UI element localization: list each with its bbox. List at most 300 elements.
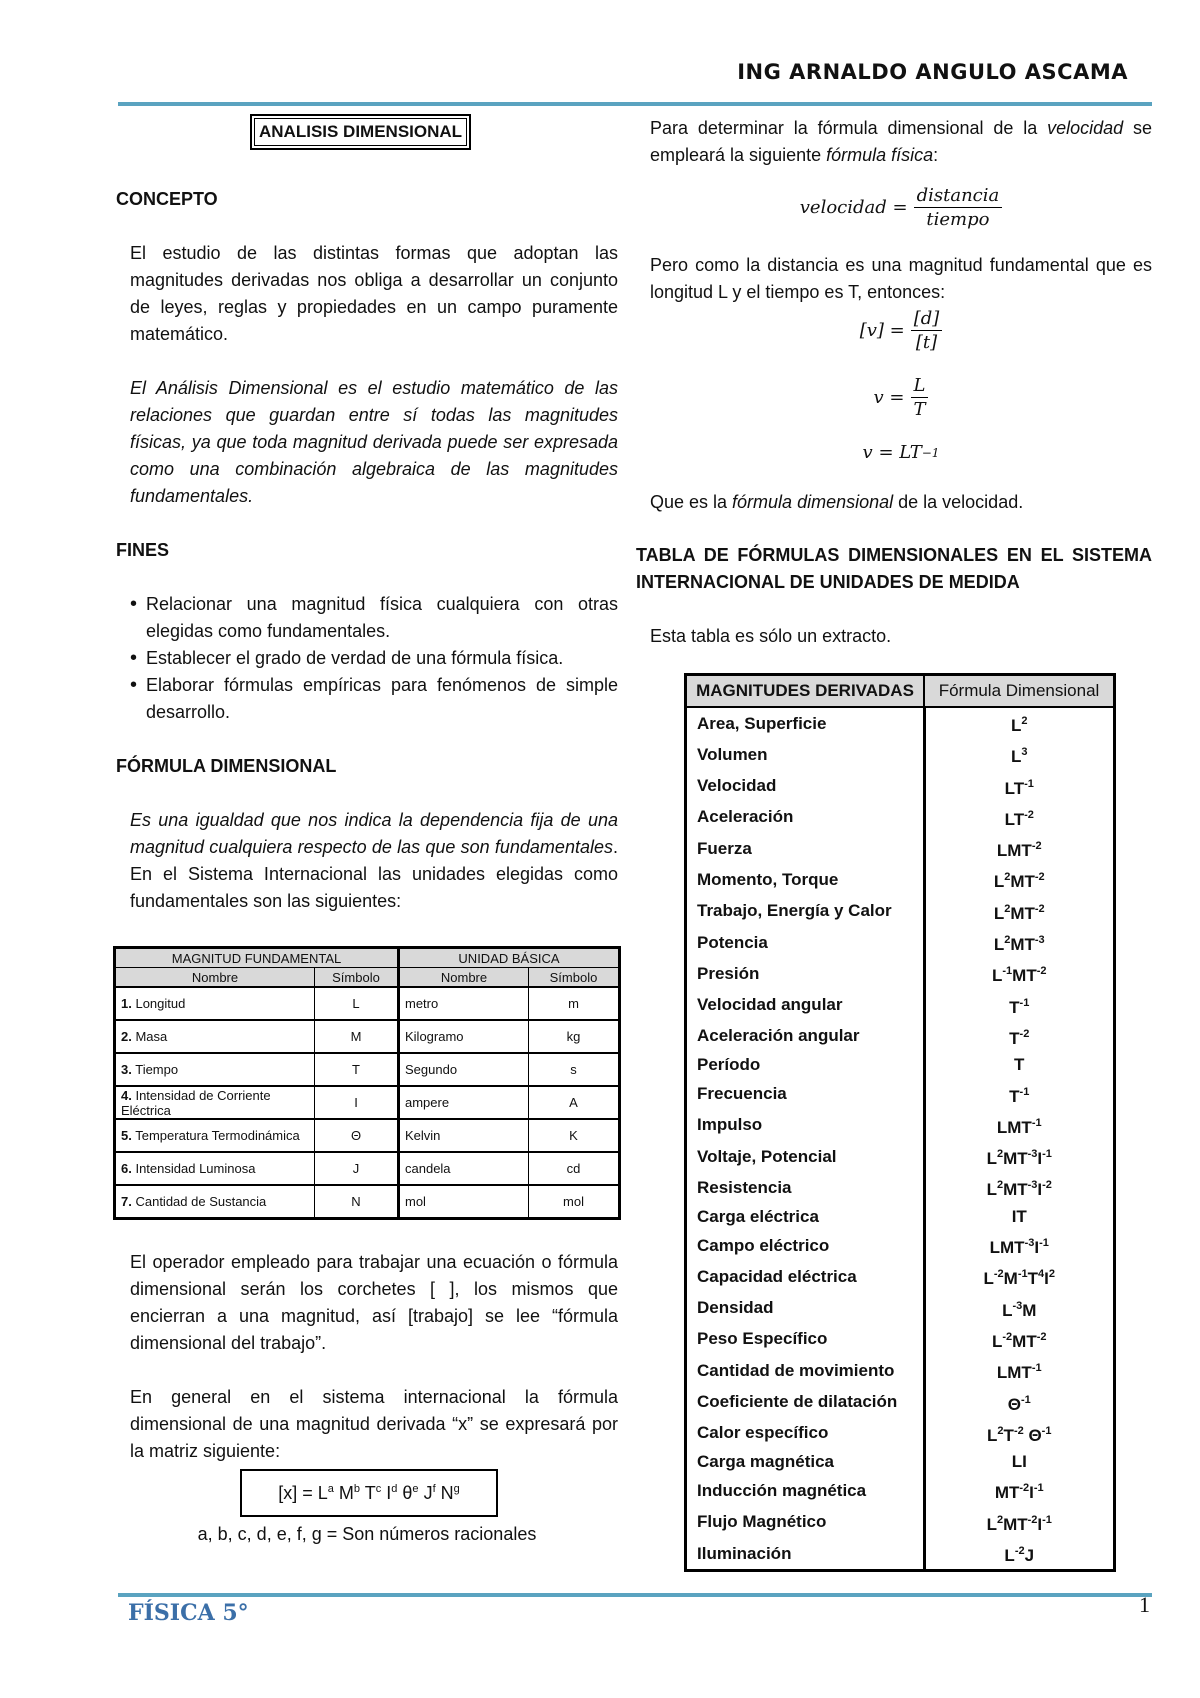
right-column — [636, 115, 1152, 1572]
dimensional-formula — [924, 1324, 1115, 1355]
quantity-name: Cantidad de Sustancia — [135, 1194, 267, 1209]
derived-quantity-name: Volumen — [686, 739, 925, 770]
dimensional-formula — [924, 1293, 1115, 1324]
derived-quantity-name: Velocidad — [686, 771, 925, 802]
quantity-name-cell — [115, 1185, 315, 1219]
quantity-name-cell — [115, 1119, 315, 1152]
dimensional-formula — [924, 1021, 1115, 1052]
conclusion-italic: fórmula dimensional — [732, 492, 894, 512]
column-header: Nombre — [399, 968, 529, 988]
dimensional-formula — [924, 1475, 1115, 1506]
table-row — [686, 771, 1115, 802]
column-header: Nombre — [115, 968, 315, 988]
table-row — [686, 1141, 1115, 1172]
conclusion-paragraph — [650, 489, 1152, 516]
formula-base: Θ — [1023, 1425, 1042, 1445]
dimensional-formula — [924, 739, 1115, 770]
operator-paragraph: El operador empleado para trabajar una ecuación o fórmula dimensional serán los corchetes [ ], los mismos que encierran a una magnitud, así [trabajo] se lee “fórmula dimensional del trabajo”. — [130, 1252, 618, 1353]
eq-lhs: v = LT — [862, 442, 922, 463]
table-heading: TABLA DE FÓRMULAS DIMENSIONALES EN EL SISTEMA INTERNACIONAL DE UNIDADES DE MEDIDA — [636, 545, 1152, 592]
column-header-derived: MAGNITUDES DERIVADAS — [686, 675, 925, 708]
formula-exponent: -3 — [1027, 1148, 1038, 1161]
page-title: ANALISIS DIMENSIONAL — [254, 118, 467, 146]
formula-base: I — [1029, 1483, 1034, 1503]
formula-base: L — [986, 1514, 997, 1534]
dimensional-formula — [924, 1110, 1115, 1141]
matrix-base: L — [317, 1482, 328, 1503]
dimensional-formula — [924, 771, 1115, 802]
derived-quantity-name: Aceleración — [686, 802, 925, 833]
dimensional-formula — [924, 833, 1115, 864]
formula-base: L — [1004, 1546, 1015, 1566]
matrix-base: I — [386, 1482, 392, 1503]
velocity-dimension-equation — [650, 442, 1152, 463]
matrix-exponent: g — [453, 1482, 460, 1495]
matrix-exponent: e — [412, 1482, 419, 1495]
concept-paragraph: El estudio de las distintas formas que adoptan las magnitudes derivadas nos obliga a desarrollar un conjunto de leyes, reglas y propiedades en un campo puramente matemático. — [130, 243, 618, 344]
intro-formula: fórmula física — [826, 145, 934, 165]
row-number: 1. — [121, 996, 132, 1011]
matrix-exponent: c — [375, 1482, 382, 1495]
row-number: 2. — [121, 1029, 132, 1044]
dimensional-formula — [924, 990, 1115, 1021]
formula-base: L — [986, 1180, 997, 1200]
formula-exponent: -2 — [1031, 840, 1042, 853]
group-header-quantity: MAGNITUD FUNDAMENTAL — [115, 948, 399, 968]
table-row — [686, 1052, 1115, 1078]
table-row — [686, 990, 1115, 1021]
formula-exponent: -1 — [1031, 1362, 1042, 1375]
row-number: 6. — [121, 1161, 132, 1176]
derived-quantity-name: Carga magnética — [686, 1449, 925, 1475]
formula-exponent: -1 — [1042, 1148, 1052, 1161]
table-row — [686, 1387, 1115, 1418]
derived-quantity-name: Densidad — [686, 1293, 925, 1324]
table-row — [686, 1079, 1115, 1110]
unit-cell: Kilogramo — [399, 1020, 529, 1053]
symbol-cell: N — [315, 1185, 399, 1219]
aims-heading: FINES — [116, 540, 170, 560]
derived-quantity-name: Calor específico — [686, 1418, 925, 1449]
unit-symbol-cell: cd — [529, 1152, 620, 1185]
eq-numerator: [d] — [911, 308, 943, 331]
derived-quantity-name: Momento, Torque — [686, 864, 925, 895]
table-row — [686, 707, 1115, 739]
formula-base: L — [987, 1425, 998, 1445]
table-row — [686, 864, 1115, 895]
formula-exponent: 2 — [996, 1179, 1004, 1192]
formula-exponent: -2 — [1019, 1482, 1030, 1495]
formula-heading: FÓRMULA DIMENSIONAL — [116, 756, 337, 776]
dimensional-formula — [924, 1261, 1115, 1292]
formula-exponent: -1 — [1039, 1237, 1049, 1250]
formula-exponent: -2 — [1014, 1545, 1025, 1558]
quantity-name: Intensidad Luminosa — [135, 1161, 256, 1176]
symbol-cell: I — [315, 1086, 399, 1119]
general-paragraph: En general en el sistema internacional la fórmula dimensional de una magnitud derivada “x” se expresará por la matriz siguiente: — [130, 1387, 618, 1461]
formula-base: MT — [1010, 903, 1035, 923]
dimensional-formula — [924, 864, 1115, 895]
formula-exponent: -2 — [993, 1268, 1004, 1281]
formula-base: MT — [1012, 966, 1037, 986]
derived-quantity-name: Período — [686, 1052, 925, 1078]
formula-exponent: -1 — [1041, 1424, 1052, 1437]
symbol-cell: J — [315, 1152, 399, 1185]
table-row — [686, 896, 1115, 927]
unit-cell: candela — [399, 1152, 529, 1185]
quantity-name-cell — [115, 1053, 315, 1086]
matrix-exponent: a — [327, 1482, 334, 1495]
formula-base: I — [1037, 1514, 1043, 1534]
quantity-name: Longitud — [135, 996, 186, 1011]
formula-base: MT — [1003, 1149, 1028, 1169]
definition-paragraph: El Análisis Dimensional es el estudio matemático de las relaciones que guardan entre sí todas las magnitudes físicas, ya que toda magnitud derivada puede ser expresada como una combinación algebraica de las magnitudes fundamentales. — [130, 378, 618, 506]
table-row — [686, 1538, 1115, 1571]
formula-exponent: -1 — [1020, 1393, 1031, 1406]
formula-exponent: -1 — [1024, 777, 1034, 790]
table-row — [115, 1053, 620, 1086]
eq-denominator: tiempo — [926, 209, 990, 230]
table-row — [686, 1293, 1115, 1324]
dimensional-formula — [924, 958, 1115, 989]
unit-symbol-cell: s — [529, 1053, 620, 1086]
lt-fraction-equation — [650, 375, 1152, 420]
formula-base: L — [992, 966, 1003, 986]
unit-cell: Segundo — [399, 1053, 529, 1086]
quantity-name-cell — [115, 987, 315, 1020]
velocity-equation — [650, 185, 1152, 230]
table-row — [686, 1172, 1115, 1203]
derived-quantity-name: Aceleración angular — [686, 1021, 925, 1052]
aim-item: • Relacionar una magnitud física cualquiera con otras elegidas como fundamentales. — [130, 591, 618, 645]
unit-symbol-cell: A — [529, 1086, 620, 1119]
formula-definition: Es una igualdad que nos indica la dependencia fija de una magnitud cualquiera respecto de las que son fundamentales — [130, 810, 618, 857]
table-row — [686, 958, 1115, 989]
formula-exponent: -2 — [1034, 902, 1045, 915]
derived-quantities-table — [684, 673, 1116, 1572]
formula-exponent: 4 — [1038, 1268, 1045, 1281]
formula-exponent: -2 — [1036, 965, 1047, 978]
formula-base: MT — [1010, 935, 1035, 955]
column-header: Símbolo — [529, 968, 620, 988]
eq-denominator: T — [913, 399, 926, 420]
derived-quantity-name: Iluminación — [686, 1538, 925, 1571]
dimensional-formula — [924, 1204, 1115, 1230]
concept-heading: CONCEPTO — [116, 189, 218, 209]
dimensional-formula — [924, 1538, 1115, 1571]
formula-base: LT — [1004, 809, 1025, 829]
formula-base: LMT — [996, 841, 1032, 861]
formula-base: LMT — [996, 1117, 1032, 1137]
table-row — [686, 1507, 1115, 1538]
aim-item: • Establecer el grado de verdad de una fórmula física. — [130, 645, 618, 672]
matrix-base: θ — [402, 1482, 413, 1503]
column-header: Símbolo — [315, 968, 399, 988]
formula-exponent: 2 — [996, 1148, 1004, 1161]
eq-exponent: −1 — [921, 445, 940, 460]
unit-symbol-cell: kg — [529, 1020, 620, 1053]
unit-cell: metro — [399, 987, 529, 1020]
table-row — [686, 1230, 1115, 1261]
formula-exponent: -1 — [1019, 1085, 1030, 1098]
formula-base: M — [1003, 1269, 1018, 1289]
dimensional-formula — [924, 1355, 1115, 1386]
dimensional-formula — [924, 1172, 1115, 1203]
aims-list — [116, 591, 618, 726]
formula-exponent: -3 — [1034, 934, 1045, 947]
derived-quantity-name: Cantidad de movimiento — [686, 1355, 925, 1386]
matrix-base: J — [423, 1482, 433, 1503]
formula-base: T — [1014, 1055, 1025, 1075]
formula-base: L — [992, 1331, 1003, 1351]
intro-text: : — [933, 145, 939, 165]
row-number: 7. — [121, 1194, 132, 1209]
derived-quantity-name: Inducción magnética — [686, 1475, 925, 1506]
symbol-cell: M — [315, 1020, 399, 1053]
formula-exponent: -2 — [1024, 808, 1034, 821]
derived-quantity-name: Frecuencia — [686, 1079, 925, 1110]
dimensional-formula — [924, 1079, 1115, 1110]
table-row — [686, 1110, 1115, 1141]
table-row — [115, 1020, 620, 1053]
quantity-name: Intensidad de Corriente Eléctrica — [121, 1087, 271, 1118]
formula-base: MT — [994, 1483, 1020, 1503]
formula-base: IT — [1011, 1206, 1027, 1226]
formula-base: L — [1002, 1300, 1013, 1320]
table-row — [686, 1324, 1115, 1355]
derived-quantity-name: Carga eléctrica — [686, 1204, 925, 1230]
formula-exponent: -1 — [1033, 1482, 1044, 1495]
unit-symbol-cell: m — [529, 987, 620, 1020]
dimensional-matrix — [240, 1469, 498, 1517]
derived-quantity-name: Area, Superficie — [686, 707, 925, 739]
formula-base: T — [1009, 997, 1020, 1017]
formula-exponent: -2 — [1027, 1513, 1038, 1526]
formula-base: I — [1044, 1269, 1049, 1289]
dimensional-formula — [924, 1387, 1115, 1418]
formula-base: I — [1037, 1149, 1043, 1169]
footer-course: FÍSICA 5° — [128, 1600, 249, 1626]
derived-quantity-name: Presión — [686, 958, 925, 989]
dimensional-formula — [924, 1141, 1115, 1172]
derived-quantity-name: Velocidad angular — [686, 990, 925, 1021]
header-rule — [118, 102, 1152, 106]
footer-rule — [118, 1593, 1152, 1597]
dimensional-formula — [924, 927, 1115, 958]
table-row — [686, 1261, 1115, 1292]
intro-text: se empleará la siguiente — [650, 118, 1152, 165]
distance-paragraph: Pero como la distancia es una magnitud fundamental que es longitud L y el tiempo es T, entonces: — [650, 255, 1152, 302]
extract-note: Esta tabla es sólo un extracto. — [650, 626, 892, 646]
formula-base: LMT — [989, 1238, 1025, 1258]
row-number: 4. — [121, 1087, 132, 1103]
formula-base: MT — [1003, 1514, 1028, 1534]
header-author: ING ARNALDO ANGULO ASCAMA — [737, 60, 1128, 84]
matrix-base: M — [338, 1482, 354, 1503]
formula-base: I — [1034, 1238, 1040, 1258]
formula-exponent: -1 — [1002, 965, 1013, 978]
table-row — [686, 739, 1115, 770]
formula-exponent: 2 — [1004, 934, 1011, 947]
formula-paragraph-rest: . En el Sistema Internacional las unidades elegidas como fundamentales son las siguientes: — [130, 837, 618, 911]
row-number: 5. — [121, 1128, 132, 1143]
table-row — [686, 1475, 1115, 1506]
derived-quantity-name: Impulso — [686, 1110, 925, 1141]
formula-base: LT — [1004, 778, 1025, 798]
table-row — [686, 1355, 1115, 1386]
formula-base: MT — [1003, 1180, 1028, 1200]
conclusion-text: de la velocidad. — [893, 492, 1024, 512]
formula-base: L — [993, 903, 1005, 923]
derived-quantity-name: Voltaje, Potencial — [686, 1141, 925, 1172]
formula-paragraph — [116, 807, 618, 915]
matrix-base: N — [440, 1482, 454, 1503]
table-row — [686, 1418, 1115, 1449]
formula-exponent: -2 — [1034, 871, 1045, 884]
eq-numerator: distancia — [914, 185, 1003, 208]
formula-base: I — [1037, 1180, 1043, 1200]
dimensional-formula — [924, 1230, 1115, 1261]
conclusion-text: Que es la — [650, 492, 733, 512]
formula-exponent: -1 — [1042, 1513, 1052, 1526]
unit-cell: ampere — [399, 1086, 529, 1119]
derived-quantity-name: Flujo Magnético — [686, 1507, 925, 1538]
intro-text: Para determinar la fórmula dimensional de la — [650, 118, 1048, 138]
matrix-exponent: f — [432, 1482, 436, 1495]
table-row — [115, 1086, 620, 1119]
rationals-note: a, b, c, d, e, f, g = Son números racionales — [197, 1524, 537, 1544]
dimensional-formula — [924, 1052, 1115, 1078]
eq-denominator: [t] — [915, 332, 938, 353]
formula-base: J — [1024, 1546, 1035, 1566]
aim-item: • Elaborar fórmulas empíricas para fenómenos de simple desarrollo. — [130, 672, 618, 726]
eq-lhs: [v] = — [859, 320, 905, 341]
velocity-intro — [650, 115, 1152, 169]
quantity-name-cell — [115, 1152, 315, 1185]
formula-base: LMT — [996, 1363, 1032, 1383]
table-row — [115, 1152, 620, 1185]
quantity-name-cell — [115, 1020, 315, 1053]
dimensional-formula — [924, 707, 1115, 739]
formula-base: MT — [1010, 872, 1035, 892]
dimensional-formula — [924, 1449, 1115, 1475]
derived-quantity-name: Capacidad eléctrica — [686, 1261, 925, 1292]
symbol-cell: L — [315, 987, 399, 1020]
formula-exponent: 2 — [996, 1513, 1004, 1526]
formula-exponent: 2 — [1048, 1268, 1055, 1281]
formula-base: T — [1009, 1028, 1020, 1048]
derived-quantity-name: Coeficiente de dilatación — [686, 1387, 925, 1418]
formula-exponent: -3 — [1027, 1179, 1038, 1192]
fundamental-quantities-table — [113, 946, 621, 1220]
symbol-cell: Θ — [315, 1119, 399, 1152]
formula-base: L — [993, 872, 1005, 892]
dimensional-formula — [924, 802, 1115, 833]
intro-velocidad: velocidad — [1047, 118, 1124, 138]
matrix-base: T — [364, 1482, 376, 1503]
dimensional-formula — [924, 1418, 1115, 1449]
table-row — [115, 1119, 620, 1152]
formula-exponent: 2 — [1021, 715, 1028, 727]
formula-base: L — [1010, 716, 1022, 735]
derived-quantity-name: Potencia — [686, 927, 925, 958]
formula-exponent: -2 — [1036, 1330, 1047, 1343]
formula-exponent: -1 — [1019, 996, 1030, 1009]
formula-exponent: -3 — [1012, 1299, 1023, 1312]
table-row — [686, 802, 1115, 833]
derived-quantity-name: Peso Específico — [686, 1324, 925, 1355]
symbol-cell: T — [315, 1053, 399, 1086]
quantity-name: Masa — [135, 1029, 168, 1044]
eq-numerator: L — [911, 375, 929, 398]
column-header-formula: Fórmula Dimensional — [924, 675, 1115, 708]
page-number: 1 — [1139, 1592, 1150, 1617]
unit-cell: mol — [399, 1185, 529, 1219]
derived-quantity-name: Fuerza — [686, 833, 925, 864]
formula-exponent: -2 — [1042, 1179, 1052, 1192]
formula-exponent: -2 — [1013, 1424, 1024, 1437]
formula-base: L — [1010, 747, 1022, 767]
derived-quantity-name: Campo eléctrico — [686, 1230, 925, 1261]
formula-exponent: 2 — [997, 1424, 1004, 1437]
matrix-exponent: d — [391, 1482, 398, 1495]
derived-quantity-name: Trabajo, Energía y Calor — [686, 896, 925, 927]
table-row — [686, 927, 1115, 958]
eq-lhs: v = — [873, 387, 905, 408]
formula-exponent: 2 — [1004, 902, 1011, 915]
unit-cell: Kelvin — [399, 1119, 529, 1152]
formula-base: L — [993, 935, 1005, 955]
unit-symbol-cell: mol — [529, 1185, 620, 1219]
formula-exponent: 3 — [1021, 746, 1028, 759]
eq-lhs: velocidad = — [799, 197, 908, 218]
formula-exponent: 2 — [1004, 871, 1011, 884]
table-row — [115, 1185, 620, 1219]
unit-symbol-cell: K — [529, 1119, 620, 1152]
left-column — [116, 115, 618, 1548]
table-row — [686, 833, 1115, 864]
formula-exponent: -1 — [1017, 1268, 1028, 1281]
table-row — [686, 1449, 1115, 1475]
derived-quantity-name: Resistencia — [686, 1172, 925, 1203]
quantity-name-cell — [115, 1086, 315, 1119]
matrix-lhs: [x] = — [278, 1482, 313, 1503]
bracket-equation — [650, 308, 1152, 353]
formula-base: T — [1027, 1269, 1039, 1289]
formula-base: LI — [1011, 1452, 1027, 1472]
row-number: 3. — [121, 1062, 132, 1077]
matrix-exponent: b — [353, 1482, 361, 1495]
dimensional-formula — [924, 896, 1115, 927]
formula-exponent: -1 — [1031, 1116, 1042, 1129]
formula-base: L — [986, 1149, 997, 1169]
formula-base: T — [1003, 1425, 1014, 1445]
quantity-name: Temperatura Termodinámica — [135, 1128, 300, 1143]
dimensional-formula — [924, 1507, 1115, 1538]
formula-base: T — [1009, 1086, 1020, 1106]
table-row — [686, 1204, 1115, 1230]
formula-base: Θ — [1007, 1394, 1021, 1414]
formula-base: L — [983, 1269, 994, 1289]
formula-exponent: -2 — [1002, 1330, 1013, 1343]
group-header-unit: UNIDAD BÁSICA — [399, 948, 620, 968]
quantity-name: Tiempo — [135, 1062, 179, 1077]
table-row — [686, 1021, 1115, 1052]
formula-exponent: -3 — [1024, 1237, 1035, 1250]
formula-base: MT — [1012, 1331, 1037, 1351]
table-row — [115, 987, 620, 1020]
formula-exponent: -2 — [1019, 1027, 1030, 1040]
